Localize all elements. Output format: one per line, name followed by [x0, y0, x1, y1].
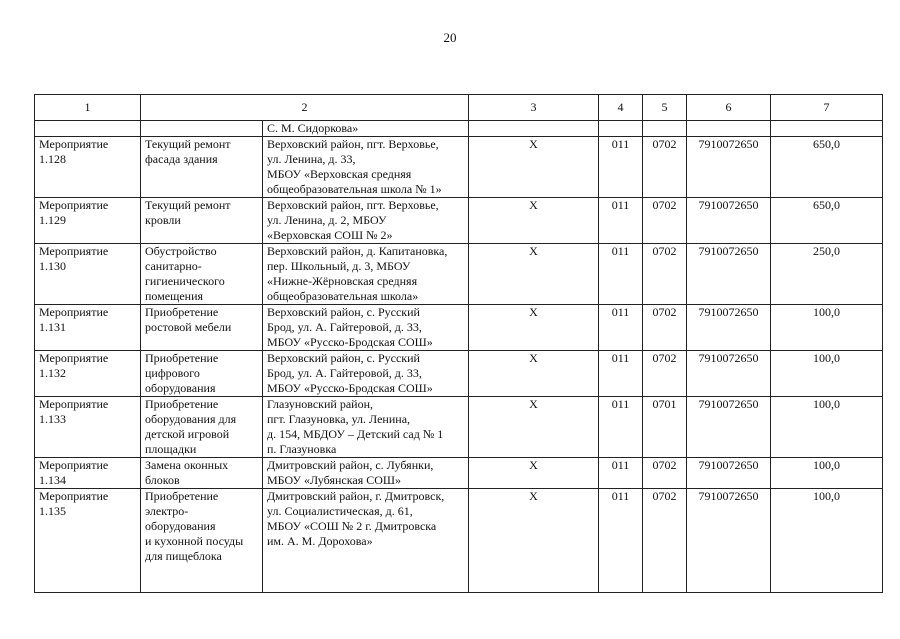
- mark-cell: Х: [469, 458, 599, 489]
- table-row: [35, 137, 883, 198]
- amount-cell: 100,0: [771, 489, 883, 593]
- continuation-empty-cell: [35, 121, 141, 137]
- col-4-cell: 011: [599, 397, 643, 458]
- amount-cell: 100,0: [771, 458, 883, 489]
- mark-cell: Х: [469, 351, 599, 397]
- continuation-empty-cell: [771, 121, 883, 137]
- col-6-cell: 7910072650: [687, 198, 771, 244]
- col-5-cell: 0702: [643, 351, 687, 397]
- col-6-cell: 7910072650: [687, 397, 771, 458]
- table-row: [35, 397, 883, 458]
- col-6-cell: 7910072650: [687, 305, 771, 351]
- header-col-3: 3: [469, 95, 599, 121]
- event-name-cell: Обустройство санитарно- гигиенического помещения: [141, 244, 263, 305]
- col-6-cell: 7910072650: [687, 351, 771, 397]
- mark-cell: Х: [469, 244, 599, 305]
- event-name-cell: Приобретение ростовой мебели: [141, 305, 263, 351]
- mark-cell: Х: [469, 397, 599, 458]
- col-5-cell: 0702: [643, 198, 687, 244]
- event-location-cell: Верховский район, с. Русский Брод, ул. А. Гайтеровой, д. 33, МБОУ «Русско-Бродская СОШ»: [263, 351, 469, 397]
- col-4-cell: 011: [599, 244, 643, 305]
- amount-cell: 100,0: [771, 305, 883, 351]
- col-4-cell: 011: [599, 489, 643, 593]
- event-location-cell: Глазуновский район, пгт. Глазуновка, ул. Ленина, д. 154, МБДОУ – Детский сад № 1 п. Глазуновка: [263, 397, 469, 458]
- event-id-cell: Мероприятие 1.129: [35, 198, 141, 244]
- header-col-2: 2: [141, 95, 469, 121]
- col-5-cell: 0701: [643, 397, 687, 458]
- event-id-cell: Мероприятие 1.130: [35, 244, 141, 305]
- col-4-cell: 011: [599, 137, 643, 198]
- col-5-cell: 0702: [643, 244, 687, 305]
- event-id-cell: Мероприятие 1.132: [35, 351, 141, 397]
- col-4-cell: 011: [599, 458, 643, 489]
- col-6-cell: 7910072650: [687, 489, 771, 593]
- mark-cell: Х: [469, 198, 599, 244]
- continuation-empty-cell: [599, 121, 643, 137]
- table-row: [35, 244, 883, 305]
- header-col-7: 7: [771, 95, 883, 121]
- table-row: [35, 458, 883, 489]
- event-location-cell: Дмитровский район, г. Дмитровск, ул. Социалистическая, д. 61, МБОУ «СОШ № 2 г. Дмитровска им. А. М. Дорохова»: [263, 489, 469, 593]
- table-row: [35, 351, 883, 397]
- event-name-cell: Замена оконных блоков: [141, 458, 263, 489]
- header-col-4: 4: [599, 95, 643, 121]
- continuation-empty-cell: [687, 121, 771, 137]
- amount-cell: 100,0: [771, 351, 883, 397]
- event-name-cell: Приобретение оборудования для детской игровой площадки: [141, 397, 263, 458]
- col-5-cell: 0702: [643, 489, 687, 593]
- event-id-cell: Мероприятие 1.135: [35, 489, 141, 593]
- table-row: [35, 489, 883, 593]
- mark-cell: Х: [469, 489, 599, 593]
- col-5-cell: 0702: [643, 137, 687, 198]
- event-name-cell: Текущий ремонт кровли: [141, 198, 263, 244]
- col-5-cell: 0702: [643, 458, 687, 489]
- amount-cell: 650,0: [771, 198, 883, 244]
- event-location-cell: Верховский район, с. Русский Брод, ул. А. Гайтеровой, д. 33, МБОУ «Русско-Бродская СОШ»: [263, 305, 469, 351]
- event-id-cell: Мероприятие 1.134: [35, 458, 141, 489]
- col-6-cell: 7910072650: [687, 244, 771, 305]
- event-name-cell: Приобретение цифрового оборудования: [141, 351, 263, 397]
- mark-cell: Х: [469, 137, 599, 198]
- col-5-cell: 0702: [643, 305, 687, 351]
- header-col-1: 1: [35, 95, 141, 121]
- continuation-cell: С. М. Сидоркова»: [263, 121, 469, 137]
- col-4-cell: 011: [599, 305, 643, 351]
- continuation-empty-cell: [141, 121, 263, 137]
- amount-cell: 650,0: [771, 137, 883, 198]
- amount-cell: 250,0: [771, 244, 883, 305]
- mark-cell: Х: [469, 305, 599, 351]
- event-name-cell: Приобретение электро- оборудования и кухонной посуды для пищеблока: [141, 489, 263, 593]
- event-location-cell: Верховский район, д. Капитановка, пер. Школьный, д. 3, МБОУ «Нижне-Жёрновская средняя общеобразовательная школа»: [263, 244, 469, 305]
- header-col-5: 5: [643, 95, 687, 121]
- event-name-cell: Текущий ремонт фасада здания: [141, 137, 263, 198]
- event-location-cell: Дмитровский район, с. Лубянки, МБОУ «Лубянская СОШ»: [263, 458, 469, 489]
- event-id-cell: Мероприятие 1.128: [35, 137, 141, 198]
- event-location-cell: Верховский район, пгт. Верховье, ул. Ленина, д. 2, МБОУ «Верховская СОШ № 2»: [263, 198, 469, 244]
- col-6-cell: 7910072650: [687, 458, 771, 489]
- col-4-cell: 011: [599, 351, 643, 397]
- continuation-row: [35, 121, 883, 137]
- page-number: 20: [443, 30, 457, 45]
- event-id-cell: Мероприятие 1.131: [35, 305, 141, 351]
- amount-cell: 100,0: [771, 397, 883, 458]
- budget-table: [34, 94, 883, 593]
- col-6-cell: 7910072650: [687, 137, 771, 198]
- event-location-cell: Верховский район, пгт. Верховье, ул. Ленина, д. 33, МБОУ «Верховская средняя общеобразовательная школа № 1»: [263, 137, 469, 198]
- event-id-cell: Мероприятие 1.133: [35, 397, 141, 458]
- header-row: [35, 95, 883, 121]
- table-row: [35, 305, 883, 351]
- table-row: [35, 198, 883, 244]
- header-col-6: 6: [687, 95, 771, 121]
- continuation-empty-cell: [643, 121, 687, 137]
- col-4-cell: 011: [599, 198, 643, 244]
- continuation-empty-cell: [469, 121, 599, 137]
